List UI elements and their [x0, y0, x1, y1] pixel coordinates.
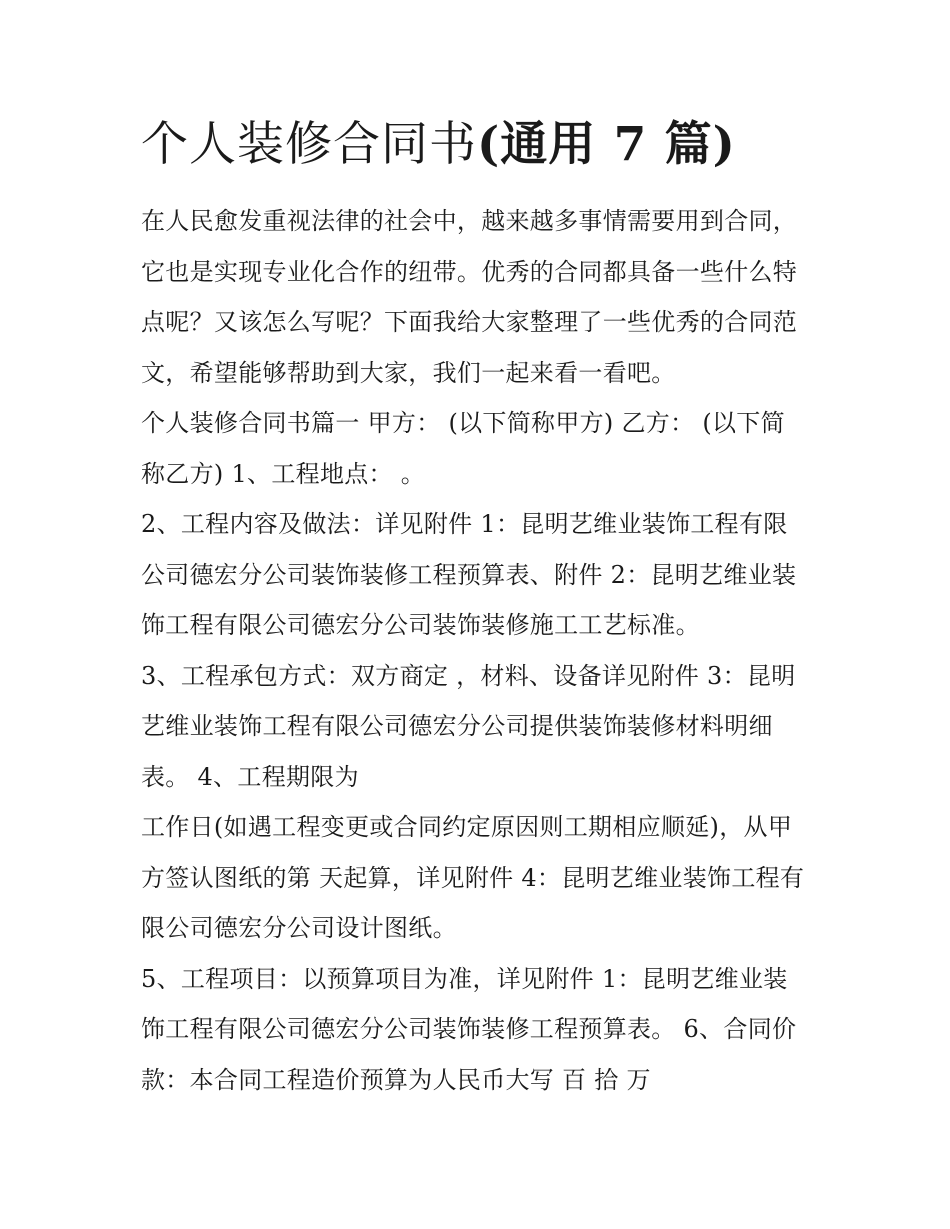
body-line: 点呢？又该怎么写呢？下面我给大家整理了一些优秀的合同范: [141, 308, 798, 336]
document-body: [141, 196, 821, 1105]
body-line: 5、工程项目：以预算项目为准，详见附件 1：昆明艺维业装: [141, 964, 788, 993]
document-page: [141, 112, 821, 1105]
document-title: [141, 112, 821, 178]
document-title-suffix: (通用 7 篇): [477, 117, 736, 172]
body-line: 称乙方) 1、工程地点： 。: [141, 459, 426, 488]
body-line: 在人民愈发重视法律的社会中，越来越多事情需要用到合同，: [141, 207, 798, 235]
body-line: 表。 4、工程期限为: [141, 762, 359, 791]
body-line: 艺维业装饰工程有限公司德宏分公司提供装饰装修材料明细: [141, 712, 773, 740]
body-line: 方签认图纸的第 天起算，详见附件 4：昆明艺维业装饰工程有: [141, 863, 805, 892]
body-line: 它也是实现专业化合作的纽带。优秀的合同都具备一些什么特: [141, 257, 798, 286]
document-title-main: 个人装修合同书: [141, 117, 477, 172]
body-line: 个人装修合同书篇一 甲方： (以下简称甲方) 乙方： (以下简: [141, 409, 785, 437]
body-line: 饰工程有限公司德宏分公司装饰装修工程预算表。 6、合同价: [141, 1015, 797, 1043]
body-line: 款：本合同工程造价预算为人民币大写 百 拾 万: [141, 1065, 651, 1094]
body-line: 限公司德宏分公司设计图纸。: [141, 914, 457, 942]
body-line: 工作日(如遇工程变更或合同约定原因则工期相应顺延)，从甲: [141, 813, 793, 841]
body-line: 2、工程内容及做法：详见附件 1：昆明艺维业装饰工程有限: [141, 510, 788, 538]
body-line: 文，希望能够帮助到大家，我们一起来看一看吧。: [141, 358, 676, 387]
body-line: 3、工程承包方式：双方商定 ，材料、设备详见附件 3：昆明: [141, 661, 796, 690]
body-line: 公司德宏分公司装饰装修工程预算表、附件 2：昆明艺维业装: [141, 560, 797, 589]
body-line: 饰工程有限公司德宏分公司装饰装修施工工艺标准。: [141, 611, 700, 639]
